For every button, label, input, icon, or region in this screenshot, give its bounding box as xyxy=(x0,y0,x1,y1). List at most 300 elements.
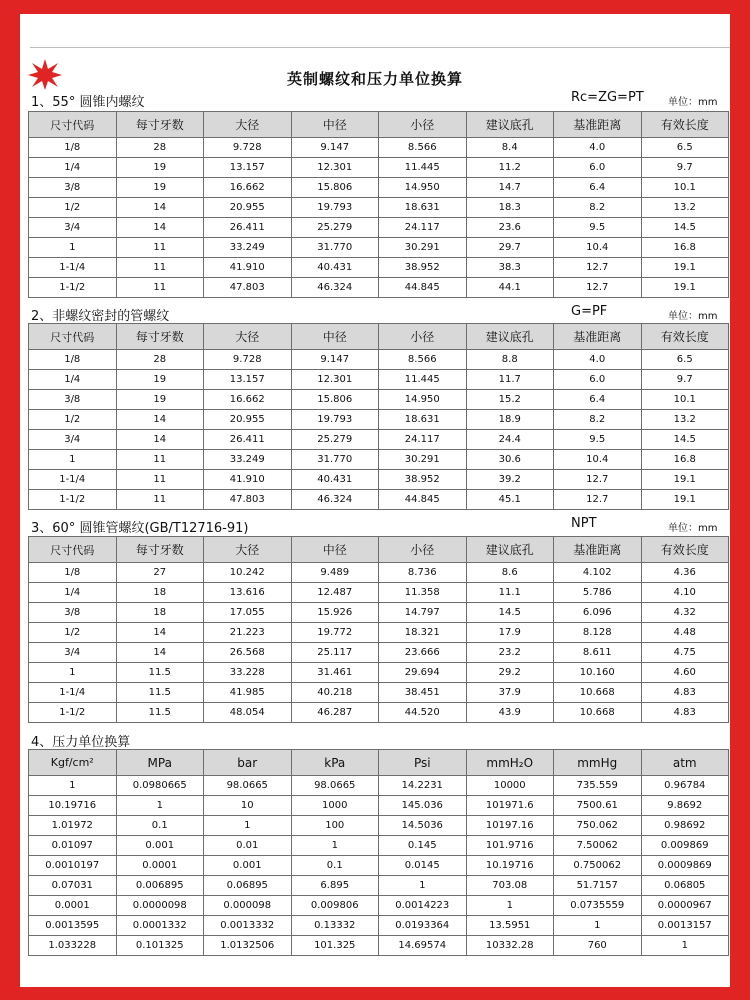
table-cell: 0.0000967 xyxy=(641,896,729,916)
section-3-title: 3、60° 圆锥管螺纹(GB/T12716-91) xyxy=(31,521,249,536)
table-cell: 10.19716 xyxy=(466,856,554,876)
table-cell: 1 xyxy=(554,916,642,936)
table-cell: 33.228 xyxy=(204,663,292,683)
table-cell: 7.50062 xyxy=(554,836,642,856)
table-cell: 12.301 xyxy=(291,370,379,390)
table-cell: 14 xyxy=(116,430,204,450)
table-row xyxy=(29,603,729,623)
table-cell: 31.461 xyxy=(291,663,379,683)
table-row xyxy=(29,703,729,723)
table-cell: 47.803 xyxy=(204,278,292,298)
table-cell: 1 xyxy=(29,450,117,470)
table-row xyxy=(29,896,729,916)
column-header: 有效长度 xyxy=(641,537,729,563)
table-cell: 13.2 xyxy=(641,410,729,430)
table-cell: 0.0980665 xyxy=(116,776,204,796)
table-cell: 19.772 xyxy=(291,623,379,643)
table-cell: 28 xyxy=(116,138,204,158)
table-cell: 1/4 xyxy=(29,158,117,178)
table-header-row xyxy=(29,112,729,138)
column-header: Kgf/cm² xyxy=(29,750,117,776)
table-cell: 16.8 xyxy=(641,450,729,470)
table-cell: 0.145 xyxy=(379,836,467,856)
table-cell: 10332.28 xyxy=(466,936,554,956)
table-cell: 14 xyxy=(116,410,204,430)
table-cell: 10 xyxy=(204,796,292,816)
table-cell: 750.062 xyxy=(554,816,642,836)
column-header: 小径 xyxy=(379,112,467,138)
table-cell: 5.786 xyxy=(554,583,642,603)
table-cell: 0.0001 xyxy=(116,856,204,876)
table-cell: 31.770 xyxy=(291,238,379,258)
section-3-standard: NPT xyxy=(571,516,597,531)
table-cell: 0.0001332 xyxy=(116,916,204,936)
column-header: mmH₂O xyxy=(466,750,554,776)
table-cell: 46.324 xyxy=(291,490,379,510)
document-page xyxy=(20,14,730,987)
table-cell: 6.096 xyxy=(554,603,642,623)
table-cell: 0.009869 xyxy=(641,836,729,856)
column-header: 大径 xyxy=(204,112,292,138)
table-cell: 9.5 xyxy=(554,430,642,450)
table-cell: 30.291 xyxy=(379,238,467,258)
table-cell: 9.7 xyxy=(641,158,729,178)
table-cell: 44.845 xyxy=(379,278,467,298)
table-cell: 1 xyxy=(29,776,117,796)
table-cell: 11.2 xyxy=(466,158,554,178)
table-cell: 0.0145 xyxy=(379,856,467,876)
document-title: 英制螺纹和压力单位换算 xyxy=(286,70,463,88)
table-cell: 0.0014223 xyxy=(379,896,467,916)
table-cell: 1-1/4 xyxy=(29,258,117,278)
table-cell: 9.728 xyxy=(204,138,292,158)
table-cell: 4.0 xyxy=(554,138,642,158)
table-cell: 1 xyxy=(116,796,204,816)
column-header: 有效长度 xyxy=(641,324,729,350)
table-cell: 1 xyxy=(29,238,117,258)
table-cell: 0.001 xyxy=(116,836,204,856)
table-cell: 9.5 xyxy=(554,218,642,238)
table-cell: 16.662 xyxy=(204,390,292,410)
column-header: 小径 xyxy=(379,537,467,563)
section-3-unit: 单位：mm xyxy=(668,523,718,534)
table-row xyxy=(29,936,729,956)
table-cell: 37.9 xyxy=(466,683,554,703)
table-cell: 15.806 xyxy=(291,178,379,198)
table-cell: 23.666 xyxy=(379,643,467,663)
table-cell: 1/8 xyxy=(29,138,117,158)
table-cell: 26.568 xyxy=(204,643,292,663)
table-cell: 12.301 xyxy=(291,158,379,178)
table-cell: 9.147 xyxy=(291,138,379,158)
table-cell: 8.2 xyxy=(554,410,642,430)
table-row xyxy=(29,856,729,876)
table-row xyxy=(29,430,729,450)
table-cell: 1-1/4 xyxy=(29,683,117,703)
table-row xyxy=(29,876,729,896)
table-cell: 4.60 xyxy=(641,663,729,683)
table-cell: 0.0013595 xyxy=(29,916,117,936)
table-cell: 11 xyxy=(116,238,204,258)
table-cell: 9.489 xyxy=(291,563,379,583)
table-row xyxy=(29,583,729,603)
table-cell: 18 xyxy=(116,603,204,623)
table-cell: 11 xyxy=(116,258,204,278)
table-cell: 11.445 xyxy=(379,370,467,390)
table-cell: 3/4 xyxy=(29,643,117,663)
table-cell: 18.9 xyxy=(466,410,554,430)
table-cell: 10.1 xyxy=(641,390,729,410)
table-cell: 3/8 xyxy=(29,178,117,198)
table-row xyxy=(29,278,729,298)
table-cell: 0.006895 xyxy=(116,876,204,896)
table-cell: 21.223 xyxy=(204,623,292,643)
table-cell: 0.01097 xyxy=(29,836,117,856)
section-1-unit: 单位：mm xyxy=(668,97,718,108)
column-header: 建议底孔 xyxy=(466,537,554,563)
table-cell: 0.750062 xyxy=(554,856,642,876)
table-cell: 6.4 xyxy=(554,178,642,198)
table-cell: 14.5036 xyxy=(379,816,467,836)
table-header-row xyxy=(29,537,729,563)
table-cell: 12.487 xyxy=(291,583,379,603)
table-cell: 14.7 xyxy=(466,178,554,198)
table-cell: 30.6 xyxy=(466,450,554,470)
table-cell: 45.1 xyxy=(466,490,554,510)
table-cell: 9.147 xyxy=(291,350,379,370)
table-cell: 10.242 xyxy=(204,563,292,583)
table-cell: 19.1 xyxy=(641,258,729,278)
table-row xyxy=(29,683,729,703)
table-cell: 0.01 xyxy=(204,836,292,856)
table-cell: 44.1 xyxy=(466,278,554,298)
table-cell: 0.0013157 xyxy=(641,916,729,936)
column-header: 中径 xyxy=(291,537,379,563)
section-1-table xyxy=(28,111,729,298)
column-header: 每寸牙数 xyxy=(116,324,204,350)
table-cell: 1 xyxy=(29,663,117,683)
table-cell: 0.0013332 xyxy=(204,916,292,936)
table-cell: 14 xyxy=(116,218,204,238)
table-cell: 1 xyxy=(379,876,467,896)
table-cell: 3/4 xyxy=(29,218,117,238)
table-cell: 11.5 xyxy=(116,683,204,703)
table-cell: 11.358 xyxy=(379,583,467,603)
table-row xyxy=(29,178,729,198)
table-cell: 4.83 xyxy=(641,683,729,703)
table-cell: 38.3 xyxy=(466,258,554,278)
table-cell: 29.2 xyxy=(466,663,554,683)
table-cell: 20.955 xyxy=(204,410,292,430)
table-header-row xyxy=(29,750,729,776)
table-cell: 13.157 xyxy=(204,158,292,178)
table-cell: 28 xyxy=(116,350,204,370)
top-divider xyxy=(30,47,730,48)
column-header: 中径 xyxy=(291,324,379,350)
table-cell: 1/8 xyxy=(29,350,117,370)
table-cell: 24.117 xyxy=(379,218,467,238)
table-cell: 0.06895 xyxy=(204,876,292,896)
table-cell: 19.1 xyxy=(641,278,729,298)
table-cell: 38.952 xyxy=(379,470,467,490)
table-cell: 13.5951 xyxy=(466,916,554,936)
table-row xyxy=(29,138,729,158)
table-cell: 26.411 xyxy=(204,218,292,238)
table-cell: 4.36 xyxy=(641,563,729,583)
table-row xyxy=(29,470,729,490)
table-cell: 11 xyxy=(116,278,204,298)
table-cell: 14.950 xyxy=(379,390,467,410)
table-cell: 20.955 xyxy=(204,198,292,218)
table-cell: 41.910 xyxy=(204,258,292,278)
table-cell: 0.96784 xyxy=(641,776,729,796)
table-cell: 16.8 xyxy=(641,238,729,258)
column-header: 大径 xyxy=(204,537,292,563)
table-cell: 13.2 xyxy=(641,198,729,218)
table-row xyxy=(29,490,729,510)
section-2-standard: G=PF xyxy=(571,304,608,319)
table-cell: 4.0 xyxy=(554,350,642,370)
table-row xyxy=(29,238,729,258)
table-cell: 15.2 xyxy=(466,390,554,410)
table-cell: 11 xyxy=(116,470,204,490)
table-cell: 1000 xyxy=(291,796,379,816)
section-1-title: 1、55° 圆锥内螺纹 xyxy=(31,95,145,110)
table-cell: 10.160 xyxy=(554,663,642,683)
table-cell: 29.694 xyxy=(379,663,467,683)
table-cell: 51.7157 xyxy=(554,876,642,896)
table-cell: 11.1 xyxy=(466,583,554,603)
table-cell: 145.036 xyxy=(379,796,467,816)
column-header: 有效长度 xyxy=(641,112,729,138)
table-cell: 7500.61 xyxy=(554,796,642,816)
table-cell: 40.218 xyxy=(291,683,379,703)
column-header: 每寸牙数 xyxy=(116,537,204,563)
table-cell: 14.950 xyxy=(379,178,467,198)
table-cell: 8.128 xyxy=(554,623,642,643)
table-cell: 11.5 xyxy=(116,663,204,683)
table-cell: 4.83 xyxy=(641,703,729,723)
column-header: 小径 xyxy=(379,324,467,350)
table-cell: 14.2231 xyxy=(379,776,467,796)
table-cell: 12.7 xyxy=(554,278,642,298)
table-cell: 8.4 xyxy=(466,138,554,158)
column-header: Psi xyxy=(379,750,467,776)
table-cell: 24.117 xyxy=(379,430,467,450)
section-2-table xyxy=(28,323,729,510)
table-cell: 10.4 xyxy=(554,238,642,258)
table-cell: 8.566 xyxy=(379,350,467,370)
table-cell: 46.324 xyxy=(291,278,379,298)
table-cell: 15.806 xyxy=(291,390,379,410)
column-header: 基准距离 xyxy=(554,324,642,350)
table-cell: 6.5 xyxy=(641,138,729,158)
table-cell: 8.8 xyxy=(466,350,554,370)
column-header: 尺寸代码 xyxy=(29,112,117,138)
table-cell: 29.7 xyxy=(466,238,554,258)
table-cell: 1-1/2 xyxy=(29,703,117,723)
column-header: 建议底孔 xyxy=(466,324,554,350)
table-cell: 1.033228 xyxy=(29,936,117,956)
section-4-title: 4、压力单位换算 xyxy=(31,735,131,750)
table-cell: 19 xyxy=(116,158,204,178)
table-cell: 735.559 xyxy=(554,776,642,796)
table-cell: 0.009806 xyxy=(291,896,379,916)
table-cell: 12.7 xyxy=(554,258,642,278)
table-cell: 24.4 xyxy=(466,430,554,450)
table-cell: 13.616 xyxy=(204,583,292,603)
table-cell: 41.985 xyxy=(204,683,292,703)
column-header: MPa xyxy=(116,750,204,776)
table-cell: 0.101325 xyxy=(116,936,204,956)
column-header: 基准距离 xyxy=(554,537,642,563)
table-cell: 98.0665 xyxy=(204,776,292,796)
table-cell: 1.0132506 xyxy=(204,936,292,956)
table-cell: 23.6 xyxy=(466,218,554,238)
table-cell: 0.0000098 xyxy=(116,896,204,916)
table-cell: 25.117 xyxy=(291,643,379,663)
table-cell: 11.7 xyxy=(466,370,554,390)
pressure-conversion-table xyxy=(28,749,729,956)
table-cell: 17.9 xyxy=(466,623,554,643)
table-cell: 14.5 xyxy=(641,430,729,450)
column-header: atm xyxy=(641,750,729,776)
table-cell: 1/4 xyxy=(29,583,117,603)
table-cell: 38.451 xyxy=(379,683,467,703)
table-cell: 44.520 xyxy=(379,703,467,723)
table-cell: 1/8 xyxy=(29,563,117,583)
table-cell: 6.895 xyxy=(291,876,379,896)
table-cell: 6.0 xyxy=(554,158,642,178)
column-header: 建议底孔 xyxy=(466,112,554,138)
table-cell: 14.5 xyxy=(641,218,729,238)
table-cell: 1/2 xyxy=(29,410,117,430)
table-cell: 0.0009869 xyxy=(641,856,729,876)
table-row xyxy=(29,158,729,178)
table-cell: 43.9 xyxy=(466,703,554,723)
column-header: 基准距离 xyxy=(554,112,642,138)
table-cell: 0.0010197 xyxy=(29,856,117,876)
table-cell: 40.431 xyxy=(291,258,379,278)
table-cell: 11 xyxy=(116,450,204,470)
table-cell: 101.325 xyxy=(291,936,379,956)
table-cell: 14.69574 xyxy=(379,936,467,956)
table-cell: 1 xyxy=(466,896,554,916)
table-cell: 3/8 xyxy=(29,390,117,410)
table-cell: 19.793 xyxy=(291,410,379,430)
table-cell: 18 xyxy=(116,583,204,603)
column-header: 每寸牙数 xyxy=(116,112,204,138)
table-cell: 4.102 xyxy=(554,563,642,583)
table-cell: 33.249 xyxy=(204,450,292,470)
table-row xyxy=(29,198,729,218)
table-cell: 48.054 xyxy=(204,703,292,723)
table-row xyxy=(29,776,729,796)
table-cell: 14.5 xyxy=(466,603,554,623)
table-cell: 19.793 xyxy=(291,198,379,218)
table-cell: 27 xyxy=(116,563,204,583)
table-cell: 101.9716 xyxy=(466,836,554,856)
table-cell: 10197.16 xyxy=(466,816,554,836)
table-cell: 25.279 xyxy=(291,218,379,238)
table-cell: 18.631 xyxy=(379,410,467,430)
table-cell: 11 xyxy=(116,490,204,510)
table-cell: 47.803 xyxy=(204,490,292,510)
table-cell: 10.19716 xyxy=(29,796,117,816)
table-cell: 38.952 xyxy=(379,258,467,278)
table-cell: 1/2 xyxy=(29,623,117,643)
table-row xyxy=(29,410,729,430)
table-cell: 19 xyxy=(116,178,204,198)
table-cell: 11.5 xyxy=(116,703,204,723)
table-cell: 0.07031 xyxy=(29,876,117,896)
table-row xyxy=(29,796,729,816)
column-header: 大径 xyxy=(204,324,292,350)
table-cell: 26.411 xyxy=(204,430,292,450)
table-cell: 19.1 xyxy=(641,470,729,490)
table-cell: 18.3 xyxy=(466,198,554,218)
table-cell: 98.0665 xyxy=(291,776,379,796)
table-cell: 14 xyxy=(116,198,204,218)
table-cell: 3/8 xyxy=(29,603,117,623)
table-cell: 0.001 xyxy=(204,856,292,876)
table-cell: 10.4 xyxy=(554,450,642,470)
table-cell: 10.668 xyxy=(554,703,642,723)
table-row xyxy=(29,643,729,663)
table-cell: 0.98692 xyxy=(641,816,729,836)
table-cell: 1/2 xyxy=(29,198,117,218)
table-cell: 19.1 xyxy=(641,490,729,510)
table-cell: 33.249 xyxy=(204,238,292,258)
column-header: bar xyxy=(204,750,292,776)
table-row xyxy=(29,623,729,643)
table-cell: 100 xyxy=(291,816,379,836)
table-cell: 14.797 xyxy=(379,603,467,623)
table-cell: 12.7 xyxy=(554,470,642,490)
table-row xyxy=(29,663,729,683)
table-cell: 1.01972 xyxy=(29,816,117,836)
column-header: 尺寸代码 xyxy=(29,537,117,563)
table-cell: 8.736 xyxy=(379,563,467,583)
table-cell: 9.8692 xyxy=(641,796,729,816)
table-row xyxy=(29,370,729,390)
table-cell: 14 xyxy=(116,643,204,663)
table-cell: 9.7 xyxy=(641,370,729,390)
table-cell: 23.2 xyxy=(466,643,554,663)
table-cell: 8.566 xyxy=(379,138,467,158)
table-cell: 25.279 xyxy=(291,430,379,450)
table-row xyxy=(29,450,729,470)
table-cell: 8.2 xyxy=(554,198,642,218)
table-cell: 10.668 xyxy=(554,683,642,703)
table-cell: 6.5 xyxy=(641,350,729,370)
table-cell: 4.48 xyxy=(641,623,729,643)
table-cell: 10.1 xyxy=(641,178,729,198)
table-cell: 15.926 xyxy=(291,603,379,623)
table-cell: 0.0001 xyxy=(29,896,117,916)
table-cell: 17.055 xyxy=(204,603,292,623)
table-cell: 0.000098 xyxy=(204,896,292,916)
table-cell: 0.06805 xyxy=(641,876,729,896)
table-row xyxy=(29,218,729,238)
table-cell: 12.7 xyxy=(554,490,642,510)
table-cell: 1 xyxy=(291,836,379,856)
table-cell: 1-1/4 xyxy=(29,470,117,490)
table-row xyxy=(29,916,729,936)
table-row xyxy=(29,350,729,370)
section-2-title: 2、非螺纹密封的管螺纹 xyxy=(31,309,170,324)
column-header: kPa xyxy=(291,750,379,776)
